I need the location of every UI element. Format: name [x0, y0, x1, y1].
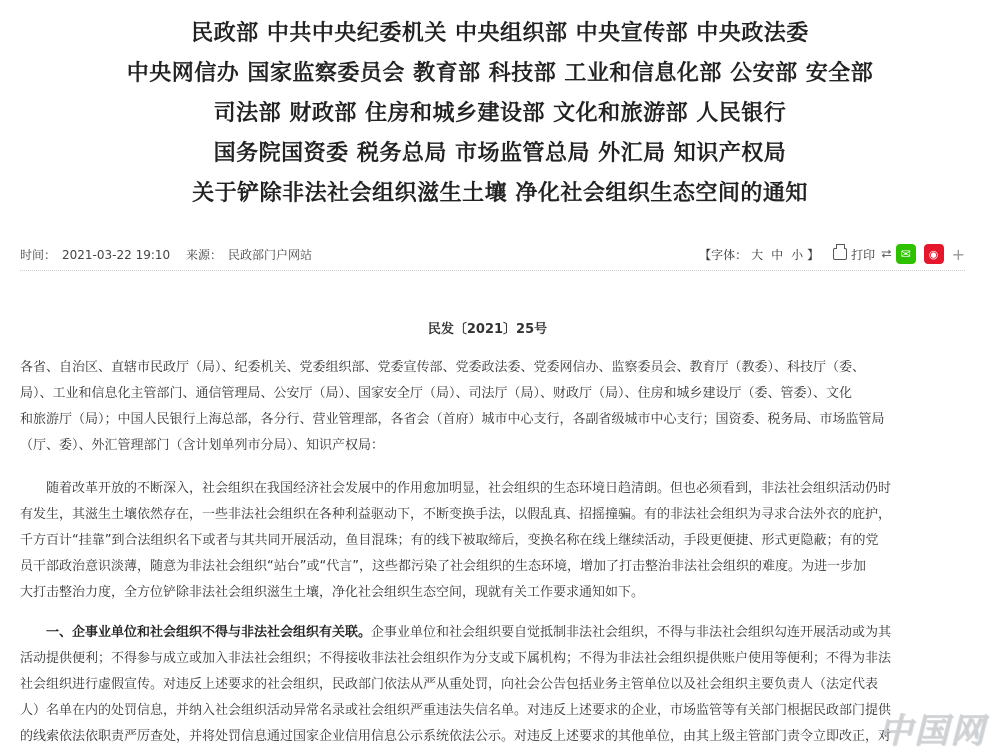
title-line: 国务院国资委 税务总局 市场监管总局 外汇局 知识产权局 [213, 141, 787, 166]
time-value: 2021-03-22 19:10 [62, 248, 171, 262]
intro-paragraph [20, 476, 970, 606]
article-meta-bar [20, 242, 965, 266]
text-line: 活动提供便利；不得参与成立或加入非法社会组织；不得接收非法社会组织作为分支或下属机构；不得为非法社会组织提供账户使用等便利；不得为非法 [20, 651, 892, 666]
text-line: 员干部政治意识淡薄，随意为非法社会组织“站台”或“代言”，这些都污染了社会组织的生态环境，增加了打击整治非法社会组织的难度。为进一步加 [20, 559, 866, 574]
time-label: 时间： [20, 248, 57, 262]
meta-divider [20, 270, 965, 271]
article-title [0, 14, 1000, 214]
share-icon[interactable]: ⮂ [881, 246, 892, 262]
text-line: 有发生，其滋生土壤依然存在，一些非法社会组织在各种利益驱动下，不断变换手法，以假乱真、招摇撞骗。有的非法社会组织为寻求合法外衣的庇护， [20, 507, 892, 522]
text-line: 和旅游厅（局）；中国人民银行上海总部，各分行、营业管理部，各省会（首府）城市中心支行，各副省级城市中心支行；国资委、税务局、市场监管局 [20, 412, 885, 427]
text-line: 随着改革开放的不断深入，社会组织在我国经济社会发展中的作用愈加明显，社会组织的生态环境日趋清朗。但也必须看到，非法社会组织活动仍时 [46, 481, 892, 496]
font-size-close: 】 [807, 247, 820, 262]
font-size-small-button[interactable]: 小 [791, 247, 804, 262]
source-label: 来源： [185, 248, 222, 262]
text-line: 各省、自治区、直辖市民政厅（局）、纪委机关、党委组织部、党委宣传部、党委政法委、党委网信办、监察委员会、教育厅（教委）、科技厅（委、 [20, 360, 866, 375]
section-1-heading: 一、企事业单位和社会组织不得与非法社会组织有关联。 [46, 625, 372, 640]
addressee-paragraph [20, 355, 970, 459]
text-line: 社会组织进行虚假宣传。对违反上述要求的社会组织，民政部门依法从严从重处罚，向社会公告包括业务主管单位以及社会组织主要负责人（法定代表 [20, 677, 879, 692]
print-button[interactable] [833, 246, 875, 263]
title-line: 中央网信办 国家监察委员会 教育部 科技部 工业和信息化部 公安部 安全部 [126, 61, 874, 86]
text-line: （厅、委）、外汇管理部门（含计划单列市分局）、知识产权局： [20, 438, 385, 453]
more-share-icon[interactable]: + [951, 244, 965, 264]
source-value: 民政部门户网站 [228, 248, 313, 262]
font-size-large-button[interactable]: 大 [751, 247, 764, 262]
print-label: 打印 [851, 247, 876, 262]
print-icon [833, 248, 847, 260]
text-line: 大打击整治力度，全方位铲除非法社会组织滋生土壤，净化社会组织生态空间，现就有关工作要求通知如下。 [20, 585, 645, 600]
article-tools [699, 242, 965, 266]
weibo-icon[interactable]: ◉ [924, 244, 944, 264]
font-size-medium-button[interactable]: 中 [771, 247, 784, 262]
publish-info [20, 246, 318, 263]
font-size-control [699, 246, 819, 263]
text-line: 人）名单在内的处罚信息，并纳入社会组织活动异常名录或社会组织严重违法失信名单。对违反上述要求的企业，市场监管等有关部门根据民政部门提供 [20, 703, 892, 718]
watermark-logo: 中国网 [878, 711, 986, 751]
section-1-paragraph [20, 620, 970, 750]
title-line: 关于铲除非法社会组织滋生土壤 净化社会组织生态空间的通知 [192, 181, 808, 206]
document-number: 民发〔2021〕25号 [427, 322, 548, 337]
text-line [20, 620, 970, 646]
title-line: 民政部 中共中央纪委机关 中央组织部 中央宣传部 中央政法委 [191, 21, 809, 46]
wechat-icon[interactable]: ✉ [896, 244, 916, 264]
title-line: 司法部 财政部 住房和城乡建设部 文化和旅游部 人民银行 [213, 101, 787, 126]
text-line: 的线索依法依职责严厉查处，并将处罚信息通过国家企业信用信息公示系统依法公示。对违反上述要求的其他单位，由其上级主管部门责令立即改正，对 [20, 729, 892, 744]
section-1-first-line: 企事业单位和社会组织要自觉抵制非法社会组织，不得与非法社会组织勾连开展活动或为其 [371, 625, 892, 640]
text-line: 千方百计“挂靠”到合法组织名下或者与其共同开展活动，鱼目混珠；有的线下被取缔后，变换名称在线上继续活动，手段更便捷、形式更隐蔽；有的党 [20, 533, 879, 548]
text-line: 局）、工业和信息化主管部门、通信管理局、公安厅（局）、国家安全厅（局）、司法厅（局）、财政厅（局）、住房和城乡建设厅（委、管委）、文化 [20, 386, 853, 401]
font-size-label: 【字体： [699, 247, 748, 262]
